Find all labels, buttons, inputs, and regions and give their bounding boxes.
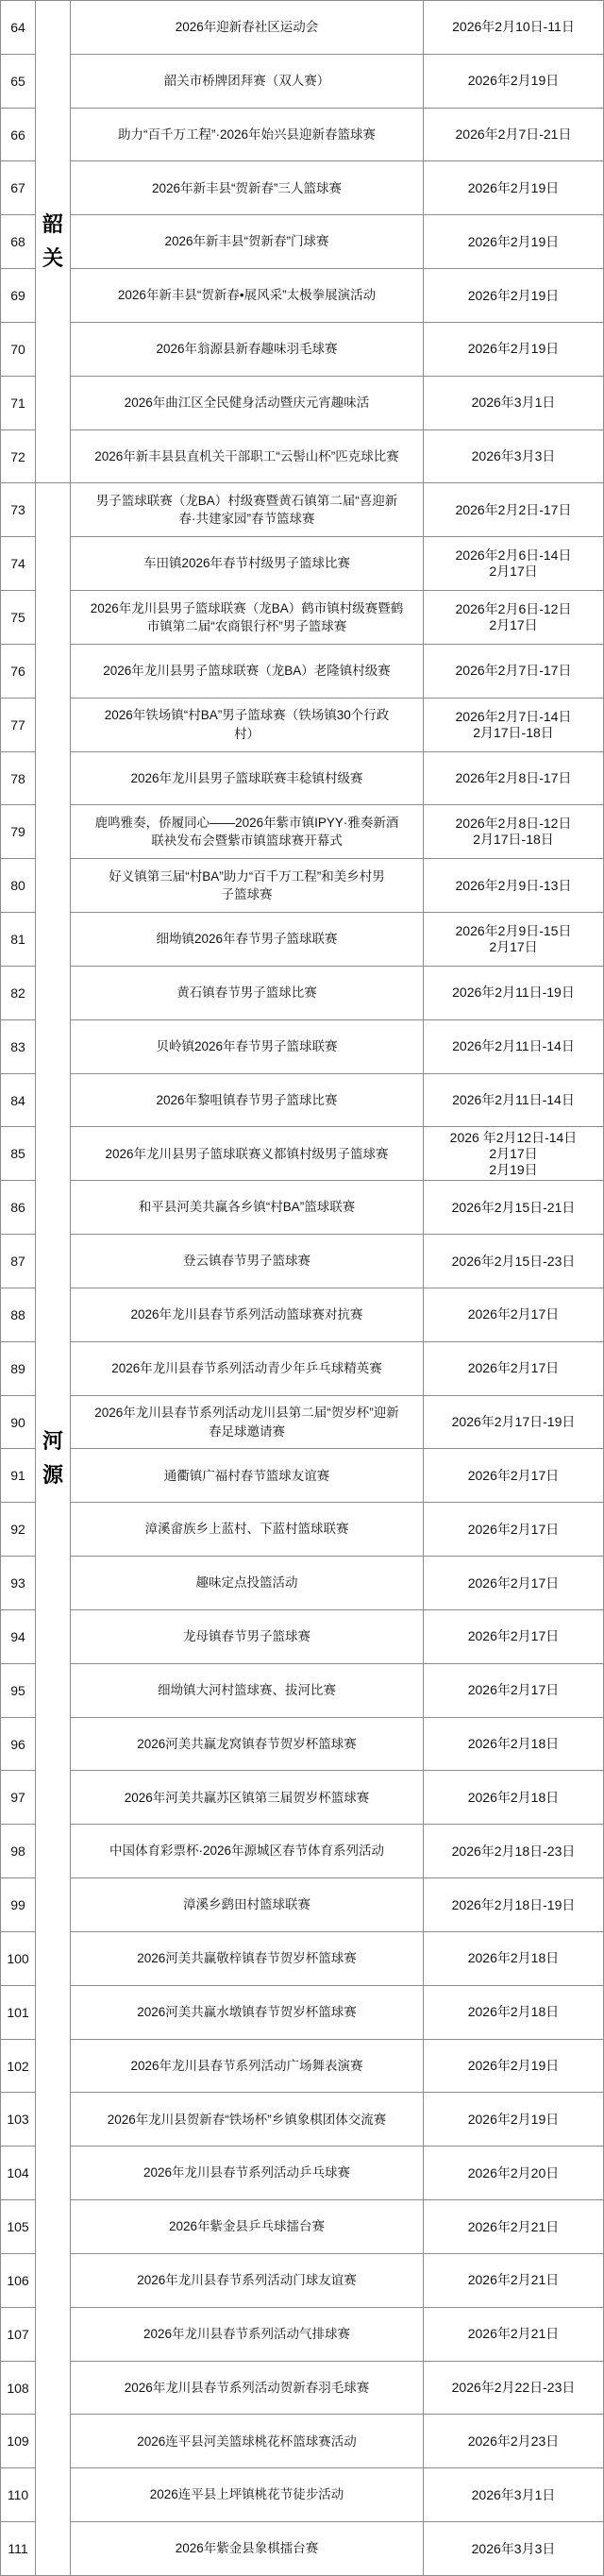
row-number: 92: [1, 1503, 36, 1557]
row-number: 96: [1, 1718, 36, 1772]
event-name: 贝岭镇2026年春节男子篮球联赛: [71, 1020, 424, 1074]
event-name: 2026年龙川县春节系列活动广场舞表演赛: [71, 2040, 424, 2094]
event-name: 2026年龙川县春节系列活动篮球赛对抗赛: [71, 1288, 424, 1342]
event-date: 2026年2月17日: [424, 1503, 604, 1557]
event-name: 2026年龙川县春节系列活动贺新春羽毛球赛: [71, 2362, 424, 2416]
event-date: 2026年2月19日: [424, 55, 604, 109]
event-date: 2026年2月18日-19日: [424, 1878, 604, 1932]
event-date: 2026年2月18日: [424, 1986, 604, 2040]
row-number: 88: [1, 1288, 36, 1342]
row-number: 79: [1, 805, 36, 859]
row-number: 106: [1, 2254, 36, 2308]
event-date: 2026年2月11日-14日: [424, 1074, 604, 1128]
event-date: 2026年2月7日-17日: [424, 645, 604, 699]
event-date: 2026年2月19日: [424, 2040, 604, 2094]
row-number: 66: [1, 109, 36, 162]
event-name: 2026年龙川县贺新春“铁场杯”乡镇象棋团体交流赛: [71, 2093, 424, 2147]
event-name: 漳溪畲族乡上蓝村、下蓝村篮球联赛: [71, 1503, 424, 1557]
event-name: 趣味定点投篮活动: [71, 1557, 424, 1610]
event-date: 2026年2月21日: [424, 2200, 604, 2254]
event-name: 2026年龙川县春节系列活动气排球赛: [71, 2308, 424, 2362]
event-date: 2026年2月11日-14日: [424, 1020, 604, 1074]
event-name: 助力“百千万工程”·2026年始兴县迎新春篮球赛: [71, 109, 424, 162]
row-number: 65: [1, 55, 36, 109]
event-name: 2026年龙川县男子篮球联赛（龙BA）老隆镇村级赛: [71, 645, 424, 699]
row-number: 80: [1, 859, 36, 913]
row-number: 100: [1, 1932, 36, 1986]
event-date: 2026年3月1日: [424, 2468, 604, 2522]
event-name: 2026年龙川县男子篮球联赛义都镇村级男子篮球赛: [71, 1127, 424, 1181]
row-number: 90: [1, 1396, 36, 1450]
event-name: 2026河美共赢水墩镇春节贺岁杯篮球赛: [71, 1986, 424, 2040]
event-date: 2026年2月8日-12日 2月17日-18日: [424, 805, 604, 859]
row-number: 84: [1, 1074, 36, 1128]
event-date: 2026年2月19日: [424, 323, 604, 377]
row-number: 85: [1, 1127, 36, 1181]
region-name: 河源: [42, 1429, 64, 1488]
event-name: 2026连平县河美篮球桃花杯篮球赛活动: [71, 2415, 424, 2468]
event-date: 2026年3月3日: [424, 2522, 604, 2576]
row-number: 75: [1, 591, 36, 645]
event-name: 细坳镇2026年春节男子篮球联赛: [71, 913, 424, 967]
event-name: 2026年铁场镇“村BA”男子篮球赛（铁场镇30个行政 村）: [71, 699, 424, 752]
event-date: 2026年2月21日: [424, 2254, 604, 2308]
event-date: 2026年2月2日-17日: [424, 483, 604, 537]
event-date: 2026年2月9日-15日 2月17日: [424, 913, 604, 967]
event-date: 2026年2月15日-23日: [424, 1235, 604, 1288]
event-name: 2026年黎咀镇春节男子篮球比赛: [71, 1074, 424, 1128]
event-name: 2026连平县上坪镇桃花节徒步活动: [71, 2468, 424, 2522]
row-number: 103: [1, 2093, 36, 2147]
row-number: 91: [1, 1449, 36, 1503]
event-name: 2026年新丰县“贺新春•展风采”太极拳展演活动: [71, 269, 424, 323]
event-name: 2026年龙川县春节系列活动青少年乒乓球精英赛: [71, 1342, 424, 1396]
event-date: 2026年2月20日: [424, 2147, 604, 2200]
event-name: 登云镇春节男子篮球赛: [71, 1235, 424, 1288]
event-date: 2026年2月17日: [424, 1557, 604, 1610]
event-name: 2026年河美共赢苏区镇第三届贺岁杯篮球赛: [71, 1771, 424, 1825]
row-number: 99: [1, 1878, 36, 1932]
event-name: 韶关市桥牌团拜赛（双人赛）: [71, 55, 424, 109]
event-name: 男子篮球联赛（龙BA）村级赛暨黄石镇第二届“喜迎新 春·共建家园”春节篮球赛: [71, 483, 424, 537]
event-date: 2026年2月19日: [424, 161, 604, 215]
event-date: 2026年2月23日: [424, 2415, 604, 2468]
event-name: 细坳镇大河村篮球赛、拔河比赛: [71, 1664, 424, 1718]
row-number: 98: [1, 1825, 36, 1878]
event-date: 2026 年2月12日-14日 2月17日 2月19日: [424, 1127, 604, 1181]
event-date: 2026年2月7日-21日: [424, 109, 604, 162]
event-name: 车田镇2026年春节村级男子篮球比赛: [71, 537, 424, 591]
row-number: 104: [1, 2147, 36, 2200]
event-name: 2026年翁源县新春趣味羽毛球赛: [71, 323, 424, 377]
event-date: 2026年2月15日-21日: [424, 1181, 604, 1235]
event-date: 2026年2月17日: [424, 1449, 604, 1503]
event-date: 2026年2月11日-19日: [424, 967, 604, 1020]
row-number: 71: [1, 377, 36, 430]
row-number: 94: [1, 1610, 36, 1664]
event-name: 2026年迎新春社区运动会: [71, 1, 424, 55]
event-name: 龙母镇春节男子篮球赛: [71, 1610, 424, 1664]
row-number: 111: [1, 2522, 36, 2576]
row-number: 72: [1, 430, 36, 484]
event-date: 2026年2月17日-19日: [424, 1396, 604, 1450]
event-date: 2026年2月17日: [424, 1610, 604, 1664]
event-date: 2026年3月3日: [424, 430, 604, 484]
row-number: 95: [1, 1664, 36, 1718]
event-date: 2026年2月22日-23日: [424, 2362, 604, 2416]
event-name: 中国体育彩票杯·2026年源城区春节体育系列活动: [71, 1825, 424, 1878]
row-number: 64: [1, 1, 36, 55]
event-name: 2026年龙川县男子篮球联赛（龙BA）鹤市镇村级赛暨鹤 市镇第二届“农商银行杯”男子篮球赛: [71, 591, 424, 645]
event-date: 2026年2月9日-13日: [424, 859, 604, 913]
row-number: 110: [1, 2468, 36, 2522]
event-name: 2026年龙川县男子篮球联赛丰稔镇村级赛: [71, 752, 424, 806]
row-number: 102: [1, 2040, 36, 2094]
event-date: 2026年2月6日-14日 2月17日: [424, 537, 604, 591]
row-number: 93: [1, 1557, 36, 1610]
row-number: 108: [1, 2362, 36, 2416]
event-date: 2026年2月17日: [424, 1288, 604, 1342]
event-date: 2026年2月10日-11日: [424, 1, 604, 55]
row-number: 81: [1, 913, 36, 967]
event-name: 2026年紫金县象棋擂台赛: [71, 2522, 424, 2576]
event-name: 通衢镇广福村春节篮球友谊赛: [71, 1449, 424, 1503]
event-name: 2026年龙川县春节系列活动乒乓球赛: [71, 2147, 424, 2200]
row-number: 73: [1, 483, 36, 537]
row-number: 83: [1, 1020, 36, 1074]
event-date: 2026年2月8日-17日: [424, 752, 604, 806]
event-name: 和平县河美共赢各乡镇“村BA”篮球联赛: [71, 1181, 424, 1235]
event-date: 2026年2月19日: [424, 2093, 604, 2147]
event-name: 2026年龙川县春节系列活动龙川县第二届“贺岁杯”迎新 春足球邀请赛: [71, 1396, 424, 1450]
event-date: 2026年3月1日: [424, 377, 604, 430]
region-name: 韶关: [42, 212, 64, 271]
row-number: 68: [1, 215, 36, 269]
event-name: 鹿鸣雅奏，侨履同心——2026年紫市镇IPYY·雅奏新酒 联袂发布会暨紫市镇篮球赛开幕式: [71, 805, 424, 859]
row-number: 69: [1, 269, 36, 323]
region-cell: [36, 1, 71, 483]
event-name: 2026年新丰县“贺新春”三人篮球赛: [71, 161, 424, 215]
row-number: 105: [1, 2200, 36, 2254]
row-number: 87: [1, 1235, 36, 1288]
event-name: 好义镇第三届“村BA”助力“百千万工程”和美乡村男 子篮球赛: [71, 859, 424, 913]
row-number: 86: [1, 1181, 36, 1235]
region-cell: [36, 483, 71, 2576]
event-date: 2026年2月18日: [424, 1932, 604, 1986]
event-date: 2026年2月17日: [424, 1664, 604, 1718]
row-number: 76: [1, 645, 36, 699]
event-name: 2026年新丰县“贺新春”门球赛: [71, 215, 424, 269]
event-date: 2026年2月7日-14日 2月17日-18日: [424, 699, 604, 752]
event-date: 2026年2月18日: [424, 1771, 604, 1825]
event-name: 漳溪乡鹞田村篮球联赛: [71, 1878, 424, 1932]
event-name: 2026年曲江区全民健身活动暨庆元宵趣味活: [71, 377, 424, 430]
event-date: 2026年2月17日: [424, 1342, 604, 1396]
row-number: 82: [1, 967, 36, 1020]
event-date: 2026年2月18日-23日: [424, 1825, 604, 1878]
event-date: 2026年2月6日-12日 2月17日: [424, 591, 604, 645]
row-number: 77: [1, 699, 36, 752]
event-date: 2026年2月19日: [424, 215, 604, 269]
event-date: 2026年2月18日: [424, 1718, 604, 1772]
row-number: 109: [1, 2415, 36, 2468]
event-name: 2026年龙川县春节系列活动门球友谊赛: [71, 2254, 424, 2308]
event-name: 2026河美共赢敬梓镇春节贺岁杯篮球赛: [71, 1932, 424, 1986]
row-number: 70: [1, 323, 36, 377]
row-number: 107: [1, 2308, 36, 2362]
row-number: 89: [1, 1342, 36, 1396]
event-name: 2026年紫金县乒乓球擂台赛: [71, 2200, 424, 2254]
event-name: 2026河美共赢龙窝镇春节贺岁杯篮球赛: [71, 1718, 424, 1772]
event-date: 2026年2月19日: [424, 269, 604, 323]
row-number: 97: [1, 1771, 36, 1825]
event-name: 2026年新丰县县直机关干部职工“云髻山杯”匹克球比赛: [71, 430, 424, 484]
event-date: 2026年2月21日: [424, 2308, 604, 2362]
row-number: 101: [1, 1986, 36, 2040]
row-number: 74: [1, 537, 36, 591]
row-number: 78: [1, 752, 36, 806]
row-number: 67: [1, 161, 36, 215]
event-name: 黄石镇春节男子篮球比赛: [71, 967, 424, 1020]
